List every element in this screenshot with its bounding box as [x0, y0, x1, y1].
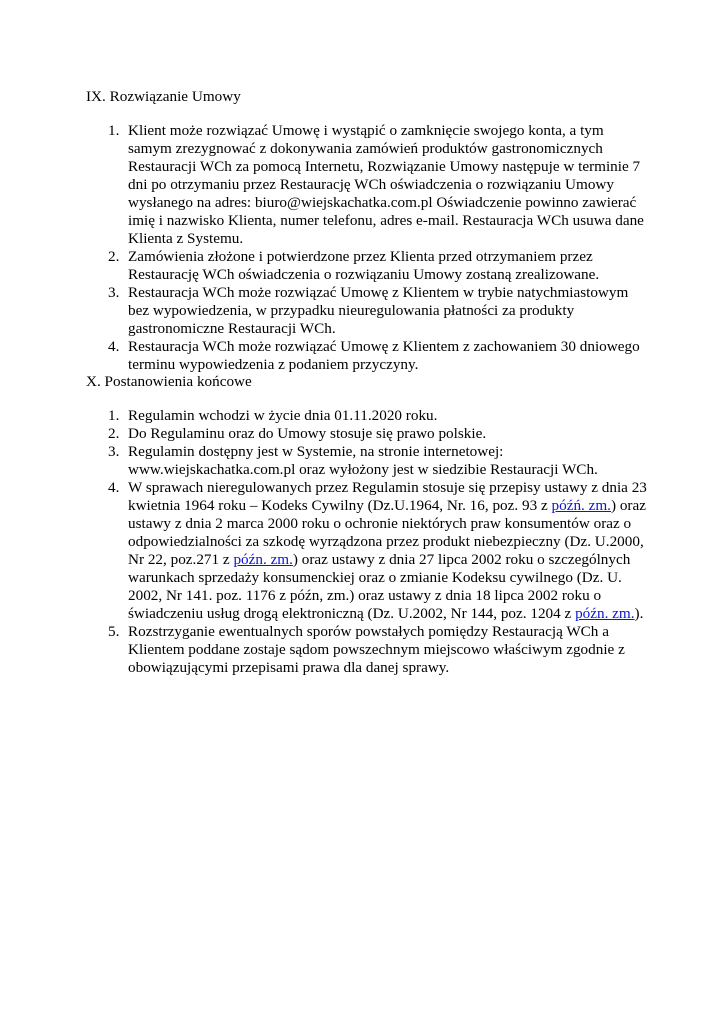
- item-number: 3.: [108, 443, 120, 460]
- section-ix-list: [0, 122, 650, 374]
- list-item: [0, 479, 650, 623]
- item-text: Rozstrzyganie ewentualnych sporów powstałych pomiędzy Restauracją WCh a Klientem poddane zostaje sądom powszechnym miejscowo właściwym zgodnie z obowiązującymi przepisami prawa dla danej sprawy.: [128, 623, 625, 676]
- list-item: [0, 338, 650, 374]
- item-text-part: ) oraz ustawy z dnia 2 marca 2000 roku o ochronie niektórych praw konsumentów oraz o odpowiedzialności za szkodę wyrządzona przez produkt niebezpieczny (Dz. U.2000, Nr 22, poz.271 z: [128, 497, 646, 568]
- list-item: [0, 623, 650, 677]
- item-text-part: ) oraz ustawy z dnia 27 lipca 2002 roku o szczególnych warunkach sprzedaży konsumenckiej oraz o zmianie Kodeksu cywilnego (Dz. U. 2002, Nr 141. poz. 1176 z późn, zm.) oraz ustawy z dnia 18 lipca 2002 roku o świadczeniu usług drogą elektroniczną (Dz. U.2002, Nr 144, poz. 1204 z: [128, 551, 631, 622]
- item-number: 4.: [108, 479, 120, 496]
- item-text: Do Regulaminu oraz do Umowy stosuje się prawo polskie.: [128, 425, 487, 442]
- section-x-list: [0, 407, 650, 677]
- pozn-zm-link[interactable]: późn. zm.: [233, 551, 293, 568]
- list-item: [0, 425, 650, 443]
- section-ix-heading: IX. Rozwiązanie Umowy: [86, 88, 241, 105]
- pozn-zm-link[interactable]: późn. zm.: [575, 605, 635, 622]
- item-text-part: W sprawach nieregulowanych przez Regulamin stosuje się przepisy ustawy z dnia 23 kwietnia 1964 roku – Kodeks Cywilny (Dz.U.1964, Nr. 16, poz. 93 z: [128, 479, 647, 514]
- list-item: [0, 443, 650, 479]
- item-text-part: ).: [634, 605, 644, 622]
- item-number: 3.: [108, 284, 120, 301]
- item-number: 5.: [108, 623, 120, 640]
- item-number: 2.: [108, 248, 120, 265]
- item-text: Restauracja WCh może rozwiązać Umowę z Klientem w trybie natychmiastowym bez wypowiedzenia, w przypadku nieuregulowania płatności za produkty gastronomiczne Restauracji WCh.: [128, 284, 629, 337]
- item-number: 4.: [108, 338, 120, 355]
- section-x-heading: X. Postanowienia końcowe: [86, 373, 252, 390]
- item-text: Klient może rozwiązać Umowę i wystąpić o zamknięcie swojego konta, a tym samym zrezygnować z dokonywania zamówień produktów gastronomicznych Restauracji WCh za pomocą Internetu, Rozwiązanie Umowy następuje w terminie 7 dni po otrzymaniu przez Restaurację WCh oświadczenia o rozwiązaniu Umowy wysłanego na adres: biuro@wiejskachatka.com.pl Oświadczenie powinno zawierać imię i nazwisko Klienta, numer telefonu, adres e-mail. Restauracja WCh usuwa dane Klienta z Systemu.: [128, 122, 644, 247]
- item-number: 1.: [108, 407, 120, 424]
- pozn-zm-link[interactable]: późń. zm.: [551, 497, 611, 514]
- list-item: [0, 284, 650, 338]
- list-item: [0, 122, 650, 248]
- item-text: Restauracja WCh może rozwiązać Umowę z Klientem z zachowaniem 30 dniowego terminu wypowiedzenia z podaniem przyczyny.: [128, 338, 640, 373]
- item-number: 1.: [108, 122, 120, 139]
- item-text: Zamówienia złożone i potwierdzone przez Klienta przed otrzymaniem przez Restaurację WCh oświadczenia o rozwiązaniu Umowy zostaną zrealizowane.: [128, 248, 600, 283]
- list-item: [0, 407, 650, 425]
- item-text: Regulamin dostępny jest w Systemie, na stronie internetowej: www.wiejskachatka.com.pl oraz wyłożony jest w siedzibie Restauracji WCh.: [128, 443, 598, 478]
- item-text: Regulamin wchodzi w życie dnia 01.11.2020 roku.: [128, 407, 438, 424]
- item-number: 2.: [108, 425, 120, 442]
- list-item: [0, 248, 650, 284]
